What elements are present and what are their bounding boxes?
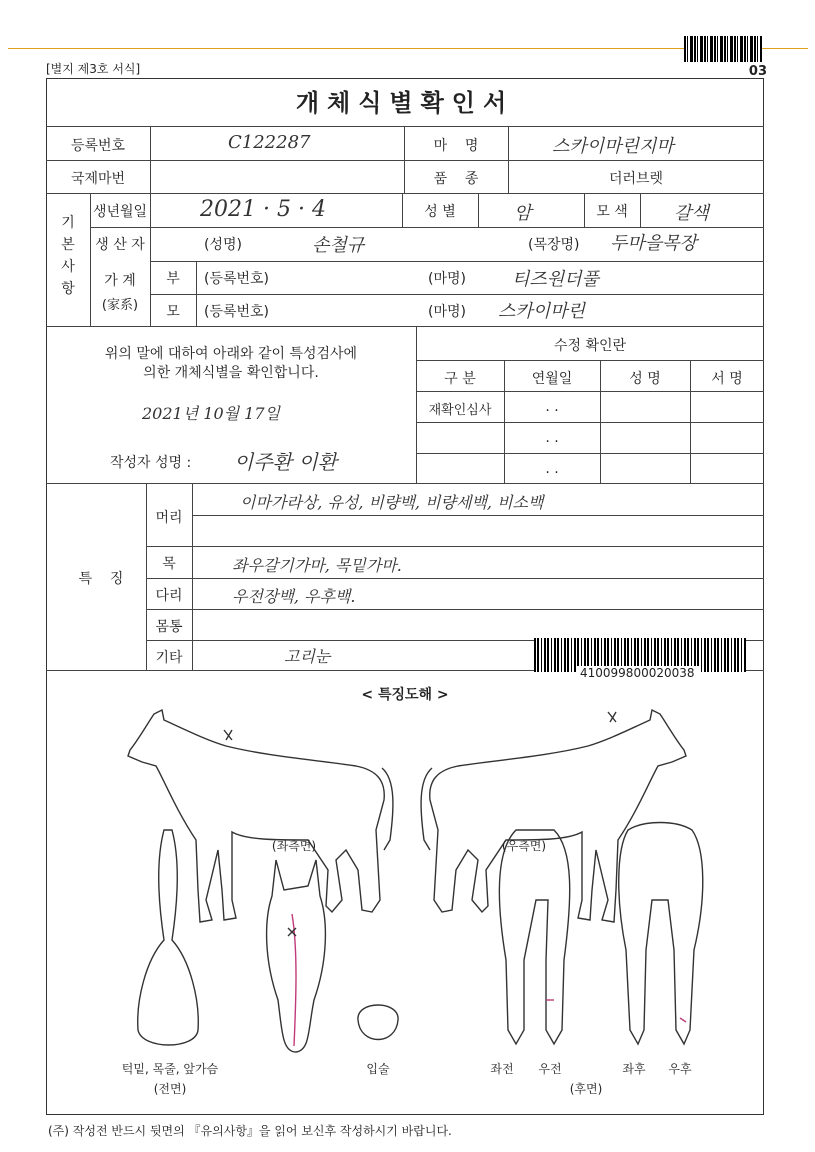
rh-label: 우후 [668, 1062, 692, 1076]
features-label: 특 징 [78, 571, 124, 587]
producer-label: 생 산 자 [95, 237, 145, 253]
lh-label: 좌후 [622, 1062, 646, 1076]
left-side-horse [128, 710, 393, 922]
document-title: 개체식별확인서 [295, 89, 515, 117]
producer-name-paren: (성명) [204, 237, 242, 253]
other-value: 고리눈 [284, 647, 331, 666]
footer-note: (주) 작성전 반드시 뒷면의 『유의사항』을 읽어 보신후 작성하시기 바랍니다. [48, 1124, 452, 1138]
dam-value: 스카이마린 [498, 301, 585, 322]
barcode-number: 410099800020038 [576, 666, 699, 680]
right-side-label: (우측면) [501, 839, 547, 853]
form-label: [별지 제3호 서식] [46, 62, 141, 76]
rear-view-label: (후면) [569, 1082, 603, 1096]
birth-value: 2021 · 5 · 4 [200, 197, 326, 222]
rf-label: 우전 [538, 1062, 562, 1076]
ranch-paren: (목장명) [528, 237, 580, 253]
legs-label: 다리 [155, 588, 183, 604]
dam-reg-paren: (등록번호) [204, 304, 270, 320]
sire-label: 부 [166, 271, 180, 287]
sex-value: 암 [514, 203, 532, 224]
body-label: 몸통 [155, 619, 183, 635]
confirm-text-line2: 의한 개체식별을 확인합니다. [143, 365, 319, 381]
pedigree-hanja: (家系) [101, 298, 139, 313]
basic-section-label: 기본사항 [61, 215, 75, 297]
writer-value: 이주환 이환 [234, 450, 337, 474]
row1-type: 재확인심사 [428, 403, 492, 418]
lf-label: 좌전 [490, 1062, 514, 1076]
writer-label: 작성자 성명 : [110, 455, 192, 471]
confirm-date: 2021년 10월 17일 [142, 404, 280, 423]
revision-title: 수정 확인란 [553, 338, 627, 354]
col-name: 성 명 [629, 371, 661, 387]
horse-name-value: 스카이마린지마 [552, 136, 674, 157]
page-number: 03 [748, 64, 767, 79]
pedigree-label: 가 계 [104, 273, 136, 289]
sex-label: 성 별 [424, 204, 456, 220]
breed-value: 더러브렛 [608, 171, 664, 187]
other-label: 기타 [155, 650, 183, 666]
front-view-label: (전면) [153, 1082, 187, 1096]
col-sign: 서 명 [711, 371, 743, 387]
ranch-value: 두마을목장 [610, 233, 697, 254]
neck-label: 목 [162, 556, 176, 572]
intl-no-label: 국제마번 [70, 171, 126, 187]
sire-reg-paren: (등록번호) [204, 271, 270, 287]
sire-value: 티즈원더풀 [512, 269, 599, 290]
rear-view [619, 823, 703, 1045]
top-barcode [684, 36, 762, 62]
coat-value: 갈색 [674, 203, 709, 224]
head-value: 이마가라상, 유성, 비량백, 비량세백, 비소백 [240, 493, 544, 512]
reg-no-label: 등록번호 [70, 138, 126, 154]
confirm-text-line1: 위의 말에 대하여 아래와 같이 특성검사에 [104, 346, 358, 362]
horse-diagram [46, 700, 764, 1112]
head-label: 머리 [155, 510, 183, 526]
reg-no-value: C122287 [228, 132, 311, 153]
front-legs-view [499, 830, 569, 1044]
row2-date: . . [545, 430, 559, 446]
producer-value: 손철규 [312, 235, 365, 256]
dam-label: 모 [166, 304, 180, 320]
birth-label: 생년월일 [92, 204, 148, 220]
face-view [267, 860, 326, 1052]
lips-label: 입술 [366, 1062, 390, 1076]
sire-mname-paren: (마명) [428, 271, 466, 287]
horse-name-label: 마 명 [433, 138, 479, 154]
coat-label: 모 색 [596, 204, 628, 220]
row1-date: . . [545, 399, 559, 415]
breed-label: 품 종 [433, 171, 479, 187]
front-caption: 턱밑, 목줄, 앞가슴 [121, 1062, 219, 1076]
diagram-title: < 특징도해 > [361, 687, 449, 703]
col-date: 연월일 [531, 371, 573, 387]
lips-view [358, 1005, 398, 1040]
front-neck-view [138, 830, 199, 1045]
left-side-label: (좌측면) [271, 839, 317, 853]
col-type: 구 분 [444, 371, 476, 387]
dam-mname-paren: (마명) [428, 304, 466, 320]
neck-value: 좌우갈기가마, 목밑가마. [232, 556, 402, 575]
row3-date: . . [545, 461, 559, 477]
right-side-horse [421, 710, 686, 922]
legs-value: 우전장백, 우후백. [232, 587, 356, 606]
